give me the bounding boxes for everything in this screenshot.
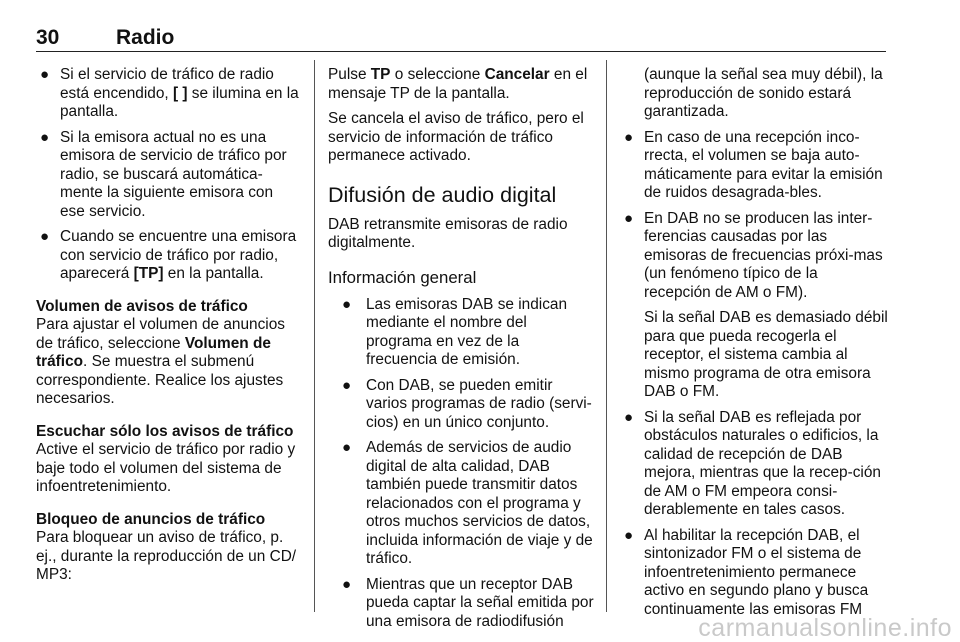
list-item: ● Si la señal DAB es reflejada por obstáculos naturales o edificios, la calidad de recepción de DAB mejora, mientras que la recep-ción de AM o FM empeora consi-derablemente en tales casos. <box>624 408 881 518</box>
bullet-icon: ● <box>624 128 634 146</box>
bullet-icon: ● <box>40 66 50 83</box>
bullet-icon: ● <box>342 439 352 456</box>
paragraph: DAB retransmite emisoras de radio digitalmente. <box>328 215 568 251</box>
page-number: 30 <box>36 26 60 49</box>
section-title: Radio <box>116 26 175 49</box>
list-item: ● Cuando se encuentre una emisora con servicio de tráfico por radio, aparecerá [TP] en la pantalla. <box>40 228 297 282</box>
list-item: ● Si el servicio de tráfico de radio está encendido, [ ] se ilumina en la pantalla. <box>40 66 299 120</box>
bullet-icon: ● <box>342 376 352 394</box>
list-item: ● Si la emisora actual no es una emisora de servicio de tráfico por radio, se buscará automática-mente la siguiente emisora con ese servicio. <box>40 128 287 220</box>
list-item: ● En caso de una recepción inco-rrecta, el volumen se baja auto-máticamente para evitar la emisión de ruidos desagrada-bles. <box>624 128 883 201</box>
page-header <box>36 26 886 50</box>
subheading-traffic-volume: Volumen de avisos de tráfico <box>36 297 248 315</box>
column-divider-2 <box>606 60 607 612</box>
bullet-icon: ● <box>40 128 50 146</box>
list-item: ● En DAB no se producen las inter-ferencias causadas por las emisoras de frecuencias próxi-mas (un fenómeno típico de la recepción de AM o FM). Si la señal DAB es demasiado débil para que pueda recogerla el receptor, el sistema cambia al mismo programa de otra emisora DAB o FM. <box>624 209 888 400</box>
paragraph: Active el servicio de tráfico por radio y baje todo el volumen del sistema de infoentretenimiento. <box>36 441 296 495</box>
bullet-icon: ● <box>624 209 634 227</box>
paragraph: Para bloquear un aviso de tráfico, p. ej., durante la reproducción de un CD/ MP3: <box>36 529 297 583</box>
paragraph: Se cancela el aviso de tráfico, pero el servicio de información de tráfico permanece activado. <box>328 110 584 164</box>
bullet-icon: ● <box>342 575 352 593</box>
section-heading-dab: Difusión de audio digital <box>328 182 557 207</box>
list-item: ● Mientras que un receptor DAB pueda captar la señal emitida por una emisora de radiodifusión <box>342 575 594 630</box>
header-divider <box>36 51 886 52</box>
paragraph-continued: (aunque la señal sea muy débil), la reproducción de sonido estará garantizada. <box>644 66 883 120</box>
subheading-traffic-only: Escuchar sólo los avisos de tráfico <box>36 422 294 440</box>
subheading-block-announcements: Bloqueo de anuncios de tráfico <box>36 510 266 528</box>
bullet-icon: ● <box>40 228 50 245</box>
subsection-heading-general-info: Información general <box>328 267 477 287</box>
list-item: ● Las emisoras DAB se indican mediante el nombre del programa en vez de la frecuencia de emisión. <box>342 295 568 368</box>
list-item: ● Además de servicios de audio digital de alta calidad, DAB también puede transmitir datos relacionados con el programa y otros muchos servicios de datos, incluida información de viaje y de tráfico. <box>342 439 593 567</box>
bullet-icon: ● <box>342 295 352 313</box>
list-item-subparagraph: Si la señal DAB es demasiado débil para que pueda recogerla el receptor, el sistema cambia al mismo programa de otra emisora DAB o FM. <box>644 309 888 400</box>
paragraph: Pulse TP o seleccione Cancelar en el mensaje TP de la pantalla. <box>328 66 588 102</box>
bullet-icon: ● <box>624 526 634 544</box>
paragraph: Para ajustar el volumen de anuncios de tráfico, seleccione Volumen de tráfico. Se muestra el submenú correspondiente. Realice los ajustes necesarios. <box>36 316 285 407</box>
bullet-icon: ● <box>624 408 634 426</box>
column-divider-1 <box>314 60 315 612</box>
column-3 <box>620 66 888 626</box>
column-2 <box>328 66 594 638</box>
watermark: carmanualsonline.info <box>698 614 952 642</box>
list-item: ● Al habilitar la recepción DAB, el sintonizador FM o el sistema de infoentretenimiento permanece activo en segundo plano y busca continuamente las emisoras FM <box>624 526 869 618</box>
list-item: ● Con DAB, se pueden emitir varios programas de radio (servi-cios) en un único conjunto. <box>342 376 592 431</box>
column-1 <box>36 66 302 592</box>
